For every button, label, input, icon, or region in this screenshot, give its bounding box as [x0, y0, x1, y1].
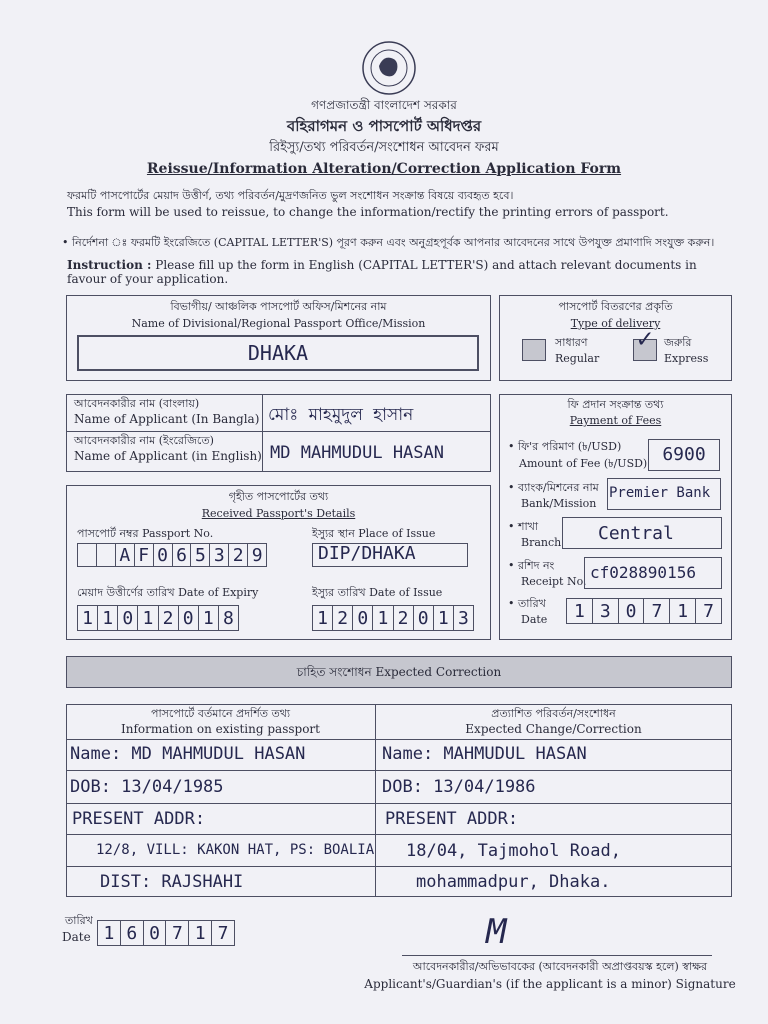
issue-digit: 0: [414, 606, 434, 630]
government-seal: [361, 40, 417, 96]
fees-title-bn: ফি প্রদান সংক্রান্ত তথ্য: [567, 398, 664, 411]
fee-date-digit: 7: [644, 599, 670, 623]
name-bangla-value[interactable]: মোঃ মাহমুদুল হাসান: [268, 405, 414, 425]
branch-value: Central: [598, 523, 674, 544]
instruction-en: [67, 258, 727, 286]
footer-date-digit: 1: [189, 921, 212, 945]
fee-date-digit: 0: [619, 599, 645, 623]
passport-digit: 2: [229, 544, 248, 566]
existing-info-header-bn: পাসপোর্টে বর্তমানে প্রদর্শিত তথ্য: [150, 707, 291, 720]
expiry-digit: 0: [179, 606, 199, 630]
passport-digit: A: [116, 544, 135, 566]
fee-date-label-bn: • তারিখ: [508, 597, 546, 610]
name-english-label-en: Name of Applicant (in English): [74, 449, 262, 463]
footer-date-digit: 6: [121, 921, 144, 945]
issue-date-field[interactable]: [312, 605, 474, 631]
receipt-label-en: Receipt No.: [521, 575, 587, 588]
passport-digit: 5: [191, 544, 210, 566]
existing-row-1[interactable]: Name: MD MAHMUDUL HASAN: [70, 744, 306, 764]
receipt-label-bn: • রশিদ নং: [508, 559, 555, 572]
footer-date-digit: 1: [98, 921, 121, 945]
applicant-signature: M: [486, 912, 507, 952]
expiry-digit: 8: [223, 607, 234, 629]
regular-checkbox[interactable]: [522, 339, 546, 361]
express-check-icon: ✓: [637, 324, 653, 354]
passport-title-en: Received Passport's Details: [201, 507, 356, 520]
footer-date-digit: 0: [144, 921, 167, 945]
expected-row-3[interactable]: PRESENT ADDR:: [385, 809, 519, 829]
fee-amount-value: 6900: [662, 444, 706, 465]
issue-digit: 0: [353, 606, 373, 630]
expiry-digit: 1: [98, 606, 118, 630]
place-of-issue-value: DIP/DHAKA: [318, 543, 416, 564]
existing-row-4[interactable]: 12/8, VILL: KAKON HAT, PS: BOALIA: [96, 842, 375, 858]
name-bangla-label-bn: আবেদনকারীর নাম (বাংলায়): [74, 397, 200, 410]
passport-digit: 9: [251, 544, 263, 566]
fee-date-digit: 7: [703, 600, 714, 622]
form-title-en: Reissue/Information Alteration/Correction Application Form: [146, 161, 622, 177]
seal-icon: [361, 40, 417, 96]
existing-info-header-en: Information on existing passport: [121, 722, 320, 736]
place-of-issue-label: ইস্যুর স্থান Place of Issue: [312, 527, 436, 540]
signature-label-bn: আবেদনকারীর/অভিভাবকের (আবেদনকারী অপ্রাপ্তবয়স্ক হলে) স্বাক্ষর: [412, 960, 708, 973]
dept-name-bn: বহিরাগমন ও পাসপোর্ট অধিদপ্তর: [286, 117, 482, 135]
expiry-digit: 1: [138, 606, 158, 630]
expiry-digit: 1: [199, 606, 219, 630]
passport-digit: 3: [210, 544, 229, 566]
passport-digit: [97, 544, 116, 566]
passport-digit: [78, 544, 97, 566]
expected-row-1[interactable]: Name: MAHMUDUL HASAN: [382, 744, 587, 764]
fees-title-en: Payment of Fees: [569, 414, 662, 427]
regular-label-bn: সাধারণ: [555, 336, 588, 349]
existing-row-2[interactable]: DOB: 13/04/1985: [70, 777, 224, 797]
expected-change-header-bn: প্রত্যাশিত পরিবর্তন/সংশোধন: [491, 707, 616, 720]
passport-digit: 6: [173, 544, 192, 566]
name-english-label-bn: আবেদনকারীর নাম (ইংরেজিতে): [74, 434, 214, 447]
branch-label-bn: • শাখা: [508, 520, 539, 533]
office-label-en: Name of Divisional/Regional Passport Office/Mission: [131, 317, 426, 330]
expected-row-2[interactable]: DOB: 13/04/1986: [382, 777, 536, 797]
gov-name-bn: গণপ্রজাতন্ত্রী বাংলাদেশ সরকার: [311, 98, 457, 112]
office-value: DHAKA: [247, 341, 309, 365]
fee-date-digit: 1: [670, 599, 696, 623]
footer-date-digit: 7: [217, 922, 229, 944]
fee-date-field[interactable]: [566, 598, 722, 624]
delivery-label-en: Type of delivery: [570, 317, 661, 330]
fee-date-label-en: Date: [521, 613, 548, 626]
express-label-en: Express: [664, 352, 709, 365]
name-bangla-label-en: Name of Applicant (In Bangla): [74, 412, 260, 426]
expected-row-4[interactable]: 18/04, Tajmohol Road,: [406, 841, 621, 861]
intro-bn: ফরমটি পাসপোর্টের মেয়াদ উত্তীর্ণ, তথ্য পরিবর্তন/মুদ্রণজনিত ভুল সংশোধন সংক্রান্ত বিষয়ে ব্যবহৃত হবে।: [67, 189, 514, 202]
passport-number-label: পাসপোর্ট নম্বর Passport No.: [77, 527, 214, 540]
fee-amount-label-bn: • ফি'র পরিমাণ (৳/USD): [508, 440, 622, 453]
expiry-digit: 1: [78, 606, 98, 630]
branch-label-en: Branch: [521, 536, 562, 549]
expected-row-5[interactable]: mohammadpur, Dhaka.: [416, 872, 611, 892]
passport-number-field[interactable]: [77, 543, 267, 567]
passport-digit: F: [135, 544, 154, 566]
name-english-value[interactable]: MD MAHMUDUL HASAN: [270, 443, 444, 463]
bank-label-en: Bank/Mission: [521, 497, 597, 510]
footer-date-digit: 7: [166, 921, 189, 945]
delivery-label-bn: পাসপোর্ট বিতরণের প্রকৃতি: [558, 300, 673, 313]
expected-correction-banner: চাহিত সংশোধন Expected Correction: [66, 656, 732, 688]
receipt-value: cf028890156: [590, 563, 696, 582]
footer-date-label-en: Date: [62, 930, 91, 944]
issue-date-label: ইস্যুর তারিখ Date of Issue: [312, 586, 443, 599]
issue-digit: 3: [458, 607, 469, 629]
existing-row-3[interactable]: PRESENT ADDR:: [72, 809, 206, 829]
bank-value: Premier Bank: [609, 485, 711, 501]
regular-label-en: Regular: [555, 352, 600, 365]
existing-row-5[interactable]: DIST: RAJSHAHI: [100, 872, 244, 892]
issue-digit: 1: [313, 606, 333, 630]
bank-label-bn: • ব্যাংক/মিশনের নাম: [508, 481, 599, 494]
fee-amount-label-en: Amount of Fee (৳/USD): [519, 457, 648, 470]
issue-digit: 2: [394, 606, 414, 630]
footer-date-label-bn: তারিখ: [65, 914, 93, 927]
instruction-text: Please fill up the form in English (CAPITAL LETTER'S) and attach relevant documents in favour of your application.: [67, 258, 697, 286]
passport-title-bn: গৃহীত পাসপোর্টের তথ্য: [228, 490, 329, 503]
fee-date-digit: 3: [593, 599, 619, 623]
instruction-bn: • নির্দেশনা ঃ ফরমটি ইংরেজিতে (CAPITAL LETTER'S) পূরণ করুন এবং অনুগ্রহপূর্বক আপনার আবেদনের সাথে উপযুক্ত প্রমাণাদি সংযুক্ত করুন।: [62, 236, 715, 249]
office-label-bn: বিভাগীয়/ আঞ্চলিক পাসপোর্ট অফিস/মিশনের নাম: [170, 300, 387, 313]
issue-digit: 2: [333, 606, 353, 630]
expiry-digit: 2: [159, 606, 179, 630]
express-label-bn: জরুরি: [664, 336, 692, 349]
passport-digit: 0: [154, 544, 173, 566]
expiry-date-field[interactable]: [77, 605, 239, 631]
expiry-digit: 0: [118, 606, 138, 630]
signature-label-en: Applicant's/Guardian's (if the applicant is a minor) Signature: [364, 977, 736, 991]
intro-en: This form will be used to reissue, to change the information/rectify the printing errors of passport.: [67, 205, 669, 219]
issue-digit: 1: [373, 606, 393, 630]
form-title-bn: রিইস্যু/তথ্য পরিবর্তন/সংশোধন আবেদন ফরম: [269, 140, 499, 155]
footer-date-field[interactable]: [97, 920, 235, 946]
expected-change-header-en: Expected Change/Correction: [465, 722, 642, 736]
fee-date-digit: 1: [567, 599, 593, 623]
instruction-label: Instruction :: [67, 258, 152, 272]
issue-digit: 1: [434, 606, 454, 630]
expiry-date-label: মেয়াদ উত্তীর্ণের তারিখ Date of Expiry: [77, 586, 259, 599]
